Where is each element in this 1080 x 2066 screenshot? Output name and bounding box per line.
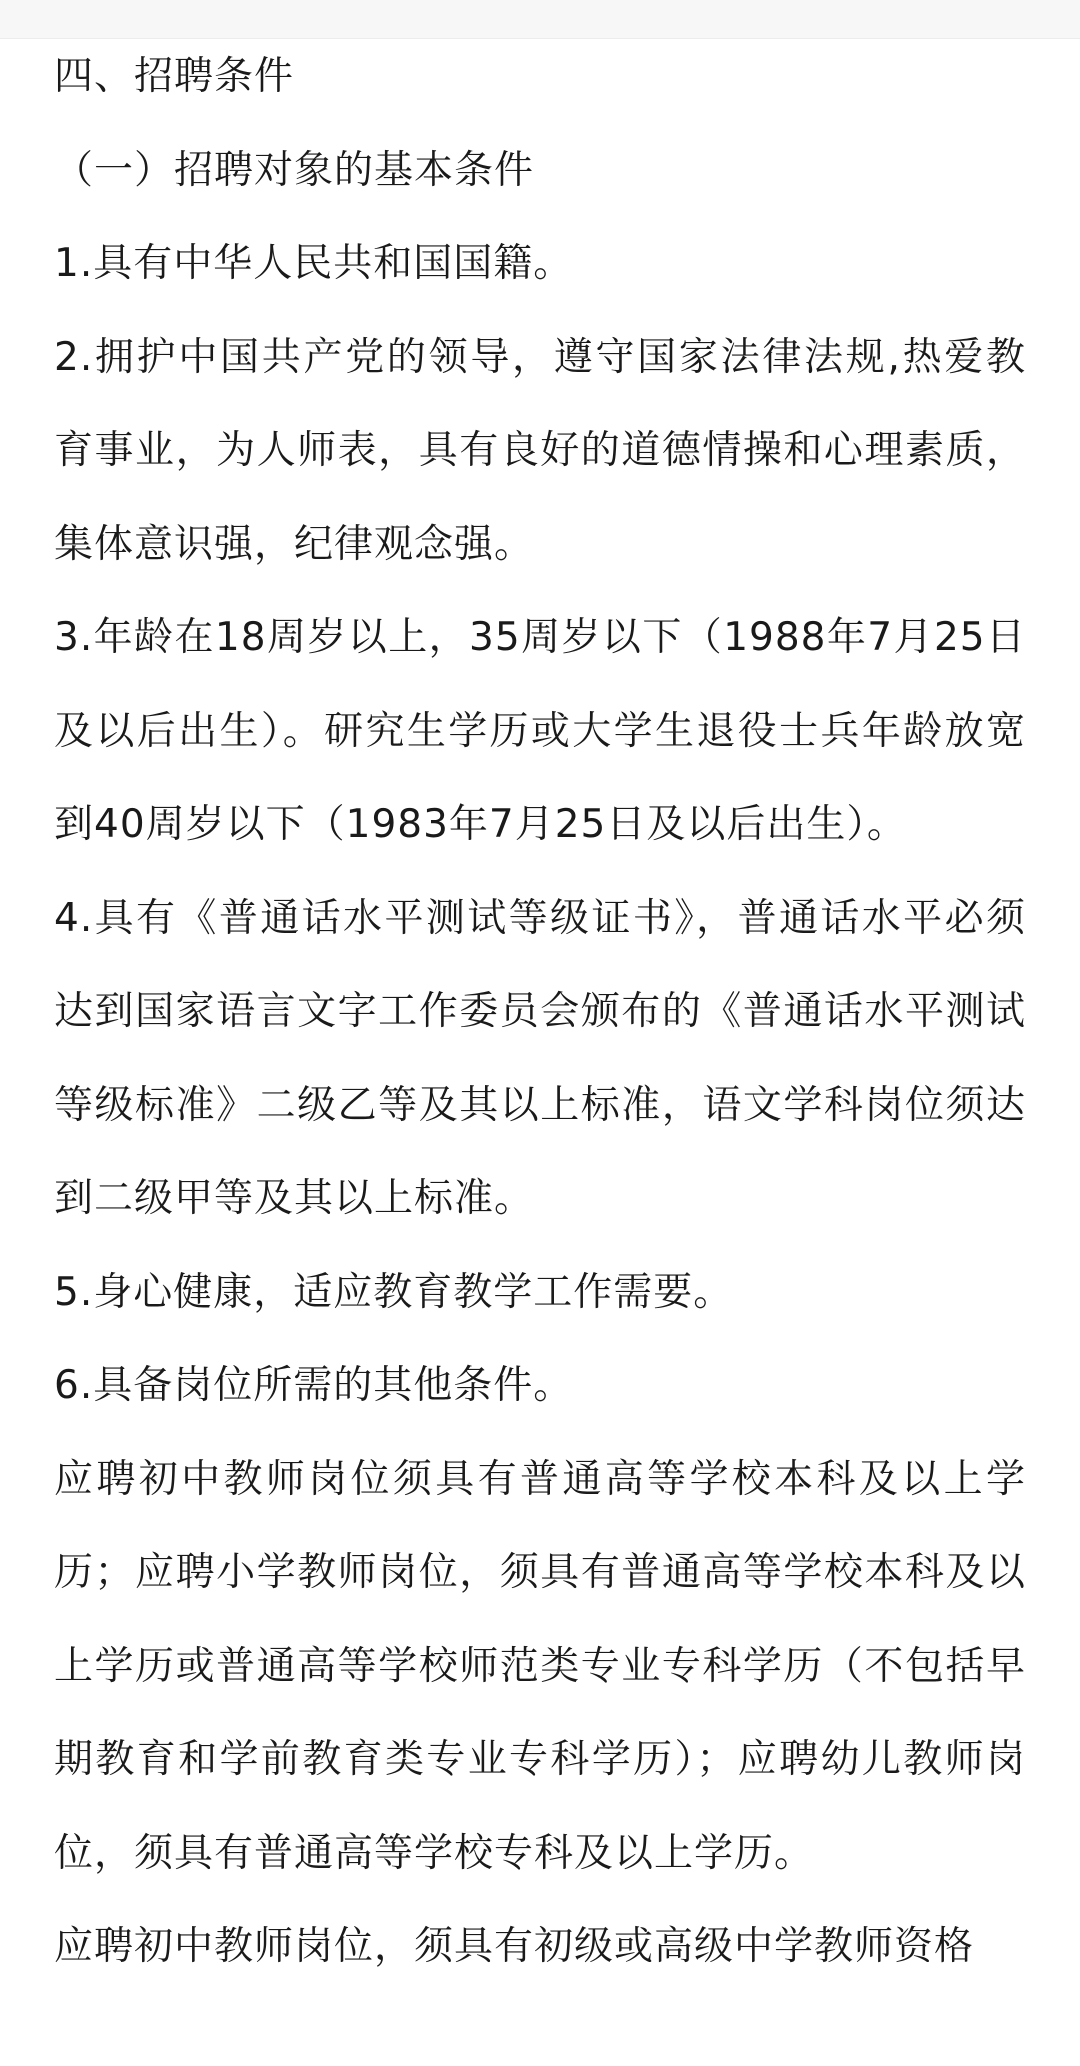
condition-item-2: 2.拥护中国共产党的领导，遵守国家法律法规,热爱教育事业，为人师表，具有良好的道德情操和心理素质，集体意识强，纪律观念强。 <box>54 334 1026 567</box>
education-requirements: 应聘初中教师岗位须具有普通高等学校本科及以上学历；应聘小学教师岗位，须具有普通高等学校本科及以上学历或普通高等学校师范类专业专科学历（不包括早期教育和学前教育类专业专科学历）；应聘幼儿教师岗位，须具有普通高等学校专科及以上学历。 <box>54 1456 1026 1876</box>
condition-item-5: 5.身心健康，适应教育教学工作需要。 <box>54 1269 734 1315</box>
condition-item-6: 6.具备岗位所需的其他条件。 <box>54 1363 574 1408</box>
article-body <box>54 30 1026 1994</box>
section-heading: 四、招聘条件 <box>54 54 295 99</box>
condition-item-3: 3.年龄在18周岁以上，35周岁以下（1988年7月25日及以后出生）。研究生学历或大学生退役士兵年龄放宽到40周岁以下（1983年7月25日及以后出生）。 <box>54 615 1026 847</box>
qualification-requirements: 应聘初中教师岗位，须具有初级或高级中学教师资格 <box>54 1924 975 1969</box>
condition-item-1: 1.具有中华人民共和国国籍。 <box>54 241 574 286</box>
subsection-heading: （一）招聘对象的基本条件 <box>54 147 535 193</box>
condition-item-4: 4.具有《普通话水平测试等级证书》，普通话水平必须达到国家语言文字工作委员会颁布的《普通话水平测试等级标准》二级乙等及其以上标准，语文学科岗位须达到二级甲等及其以上标准。 <box>54 895 1026 1221</box>
